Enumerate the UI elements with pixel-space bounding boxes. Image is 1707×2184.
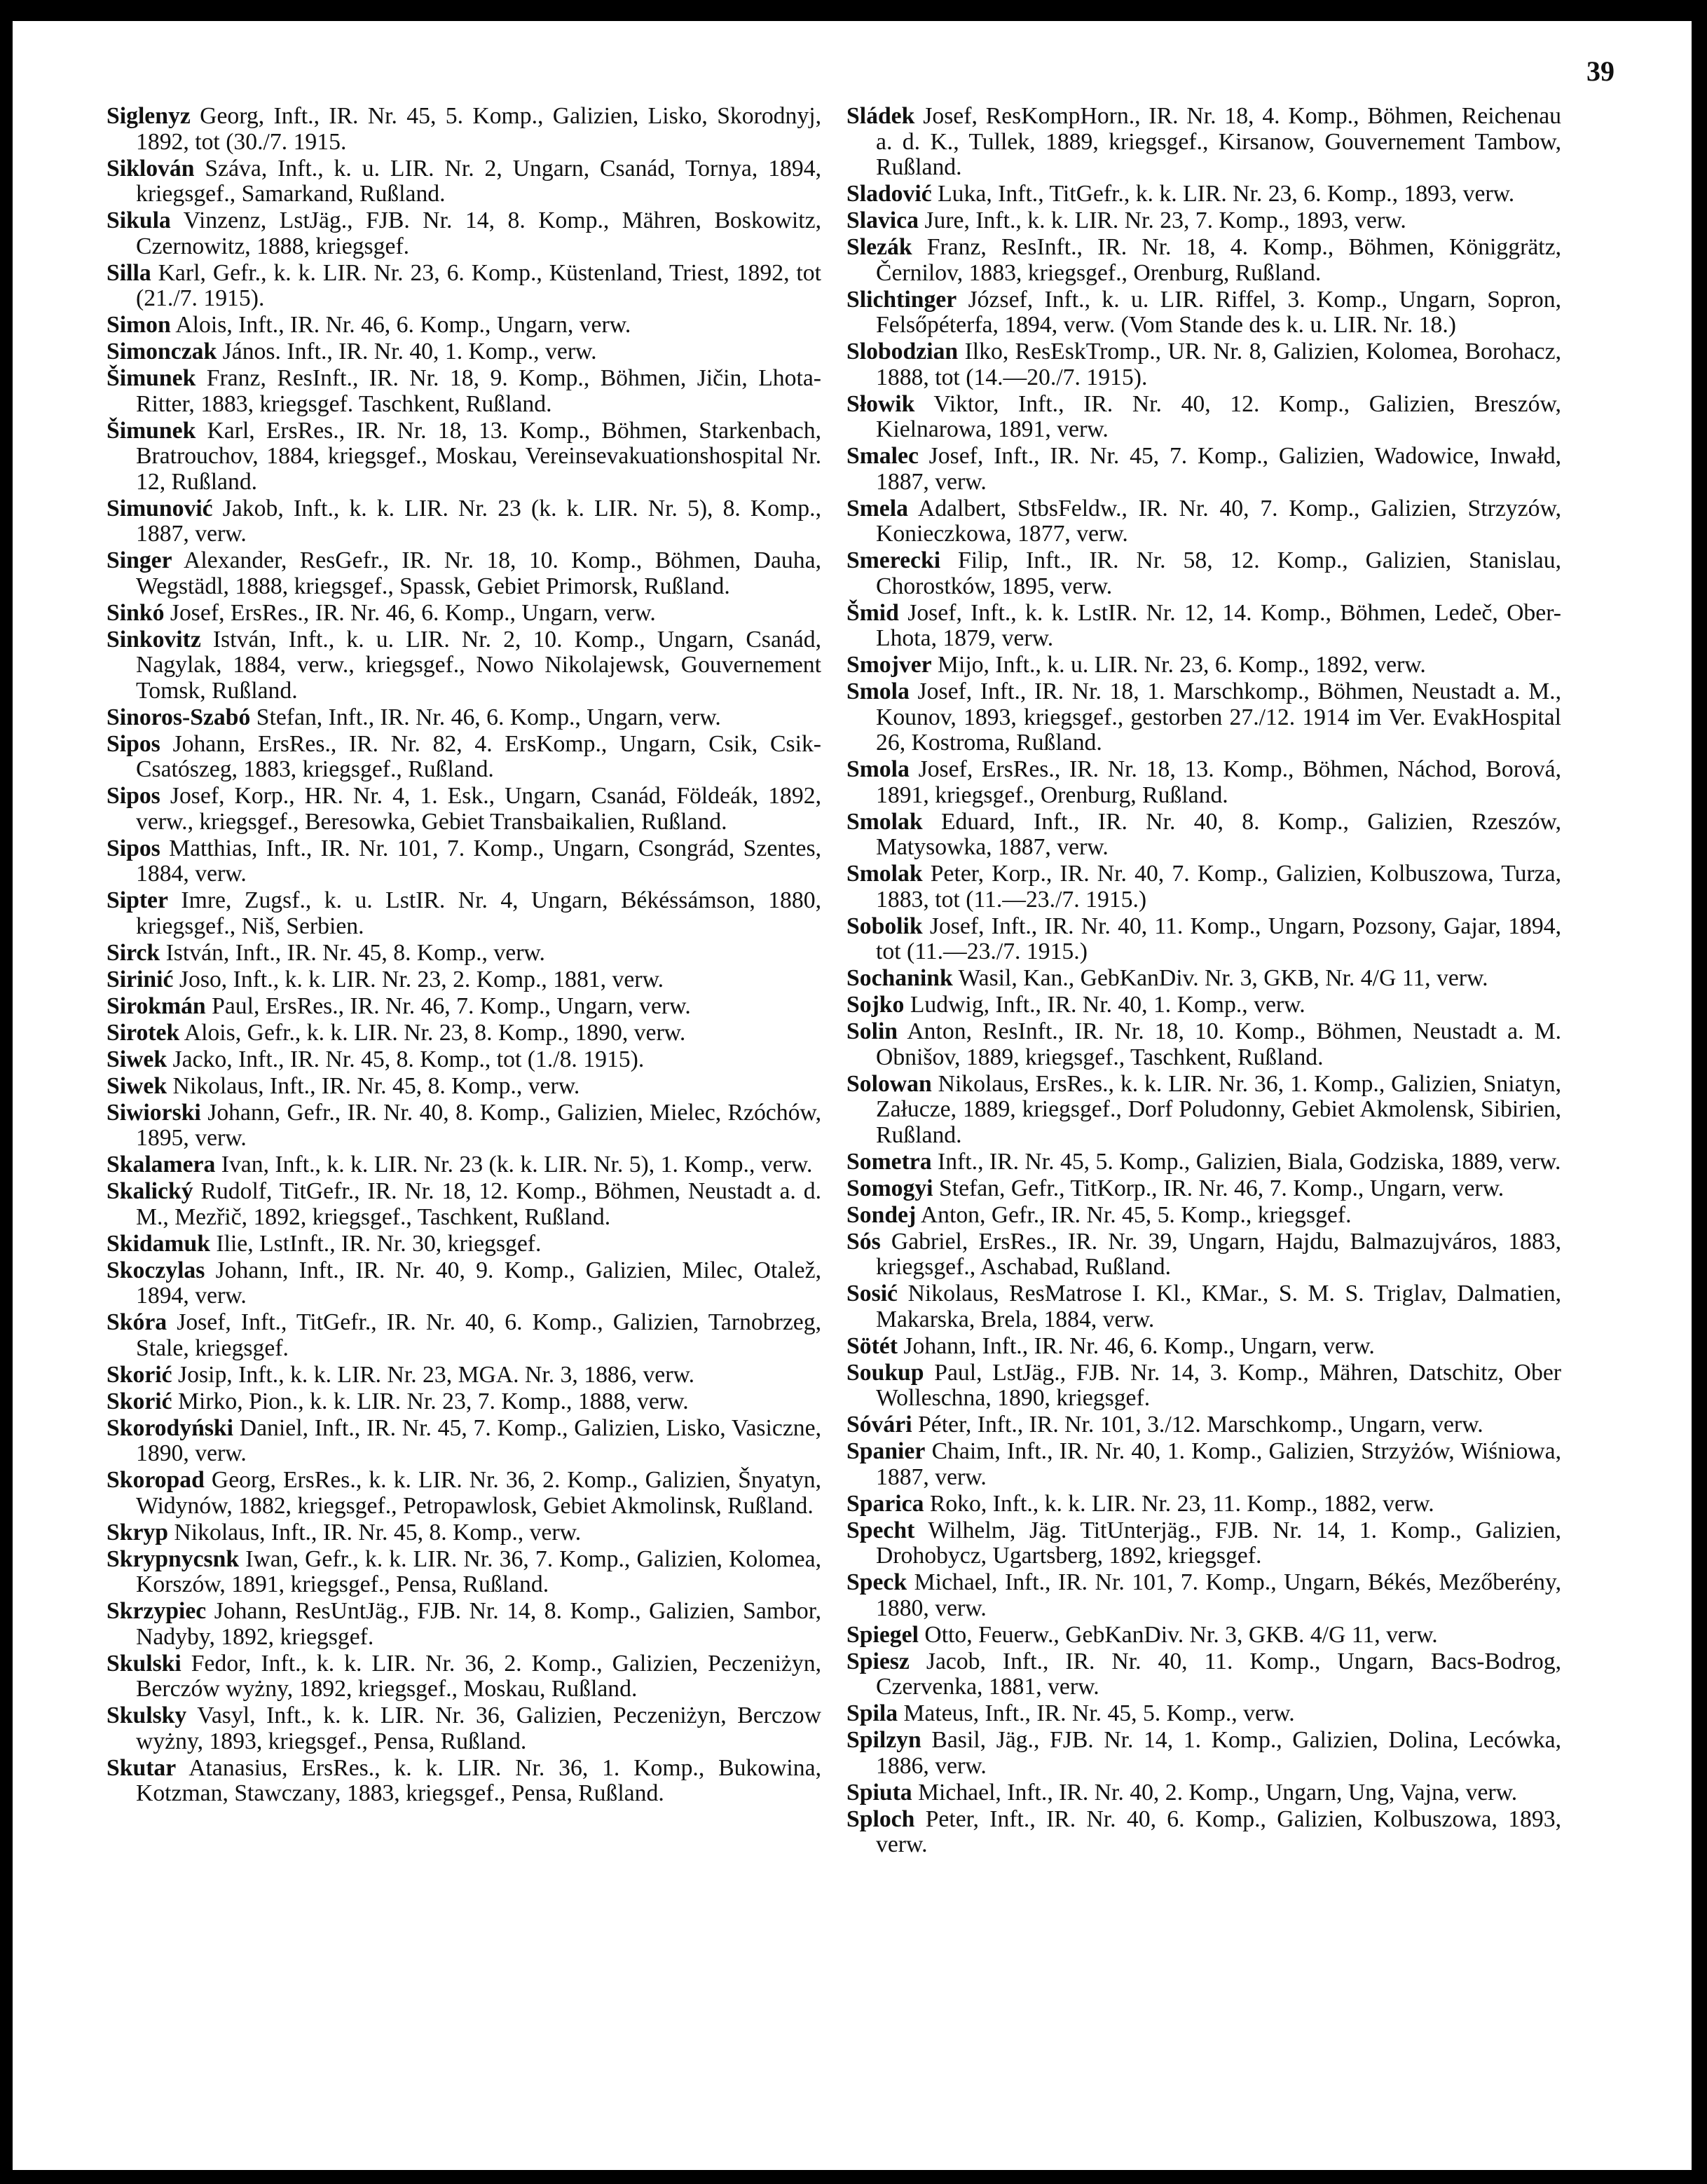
entry-surname: Spila	[846, 1700, 898, 1726]
entry-surname: Sóvári	[846, 1412, 912, 1438]
entry-surname: Siwiorski	[107, 1099, 201, 1126]
entry-details: János. Inft., IR. Nr. 40, 1. Komp., verw.	[222, 339, 597, 364]
list-entry	[846, 548, 1561, 599]
entry-surname: Silla	[107, 259, 151, 286]
list-entry	[107, 1520, 821, 1546]
entry-surname: Spiuta	[846, 1779, 912, 1806]
entry-details: István, Inft., IR. Nr. 45, 8. Komp., verw.	[165, 939, 545, 966]
entry-details: Basil, Jäg., FJB. Nr. 14, 1. Komp., Galizien, Dolina, Lecówka, 1886, verw.	[876, 1727, 1561, 1779]
list-entry	[846, 914, 1561, 965]
list-entry	[846, 1623, 1561, 1649]
list-entry	[107, 208, 821, 259]
entry-surname: Siwek	[107, 1046, 167, 1072]
entry-details: Eduard, Inft., IR. Nr. 40, 8. Komp., Galizien, Rzeszów, Matysowka, 1887, verw.	[876, 808, 1561, 860]
entry-surname: Simon	[107, 312, 171, 338]
entry-details: Ivan, Inft., k. k. LIR. Nr. 23 (k. k. LIR. Nr. 5), 1. Komp., verw.	[221, 1152, 813, 1178]
entry-details: Johann, Inft., IR. Nr. 46, 6. Komp., Ungarn, verw.	[903, 1332, 1375, 1359]
entry-details: Péter, Inft., IR. Nr. 101, 3./12. Marschkomp., Ungarn, verw.	[918, 1412, 1483, 1438]
list-entry	[846, 1176, 1561, 1202]
entry-details: Georg, Inft., IR. Nr. 45, 5. Komp., Galizien, Lisko, Skorodnyj, 1892, tot (30./7. 1915.	[136, 103, 821, 155]
entry-surname: Skulski	[107, 1650, 181, 1677]
entry-details: Filip, Inft., IR. Nr. 58, 12. Komp., Galizien, Stanislau, Chorostków, 1895, verw.	[876, 547, 1562, 599]
entry-surname: Sladović	[846, 181, 932, 207]
list-entry	[107, 1651, 821, 1702]
entry-details: Peter, Inft., IR. Nr. 40, 6. Komp., Galizien, Kolbuszowa, 1893, verw.	[876, 1806, 1561, 1857]
list-entry	[107, 1310, 821, 1361]
list-entry	[846, 1281, 1561, 1332]
list-entry	[107, 339, 821, 365]
entry-surname: Sojko	[846, 992, 905, 1018]
list-entry	[107, 732, 821, 783]
list-entry	[846, 1360, 1561, 1412]
entry-surname: Skutar	[107, 1754, 177, 1781]
list-entry	[107, 1363, 821, 1388]
entry-details: Száva, Inft., k. u. LIR. Nr. 2, Ungarn, Csanád, Tornya, 1894, kriegsgef., Samarkand, Rußland.	[136, 155, 822, 207]
entry-surname: Sipter	[107, 887, 168, 913]
entry-surname: Skorić	[107, 1388, 172, 1414]
list-entry	[846, 1518, 1561, 1569]
list-entry	[846, 861, 1561, 913]
entry-details: Josef, Inft., IR. Nr. 18, 1. Marschkomp., Böhmen, Neustadt a. M., Kounov, 1893, kriegsgef., gestorben 27./12. 1914 im Ver. EvakHospital 26, Kostroma, Rußland.	[876, 678, 1562, 756]
entry-surname: Sinkó	[107, 599, 165, 626]
entry-details: Stefan, Inft., IR. Nr. 46, 6. Komp., Ungarn, verw.	[256, 704, 721, 730]
entry-surname: Skulsky	[107, 1702, 187, 1728]
list-entry	[846, 392, 1561, 443]
entry-surname: Sikula	[107, 207, 171, 233]
list-entry	[107, 156, 821, 207]
entry-surname: Sosić	[846, 1281, 898, 1306]
entry-details: Josef, Inft., IR. Nr. 45, 7. Komp., Galizien, Wadowice, Inwałd, 1887, verw.	[876, 443, 1561, 495]
list-entry	[107, 888, 821, 939]
entry-surname: Smola	[846, 756, 910, 782]
list-entry	[846, 235, 1561, 286]
entry-surname: Smolak	[846, 861, 923, 887]
entry-surname: Smola	[846, 678, 910, 704]
list-entry	[107, 1416, 821, 1467]
list-entry	[107, 941, 821, 967]
list-entry	[107, 548, 821, 599]
entry-surname: Siglenyz	[107, 103, 191, 129]
list-entry	[107, 496, 821, 547]
left-column	[107, 104, 821, 1808]
entry-details: Fedor, Inft., k. k. LIR. Nr. 36, 2. Komp., Galizien, Peczeniżyn, Berczów wyżny, 1892, kriegsgef., Moskau, Rußland.	[136, 1650, 821, 1702]
entry-surname: Smela	[846, 495, 908, 521]
list-entry	[846, 1203, 1561, 1229]
entry-details: Franz, ResInft., IR. Nr. 18, 4. Komp., Böhmen, Königgrätz, Černilov, 1883, kriegsgef., Orenburg, Rußland.	[876, 234, 1562, 286]
list-entry	[846, 1492, 1561, 1517]
entry-surname: Skalamera	[107, 1152, 216, 1178]
entry-details: Stefan, Gefr., TitKorp., IR. Nr. 46, 7. Komp., Ungarn, verw.	[938, 1175, 1504, 1201]
entry-surname: Skoczylas	[107, 1257, 205, 1283]
entry-details: Karl, Gefr., k. k. LIR. Nr. 23, 6. Komp., Küstenland, Triest, 1892, tot (21./7. 1915).	[136, 259, 821, 311]
entry-details: József, Inft., k. u. LIR. Riffel, 3. Komp., Ungarn, Sopron, Felsőpéterfa, 1894, verw. (Vom Stande des k. u. LIR. Nr. 18.)	[876, 286, 1561, 338]
entry-details: Daniel, Inft., IR. Nr. 45, 7. Komp., Galizien, Lisko, Vasiczne, 1890, verw.	[136, 1414, 822, 1466]
entry-surname: Solowan	[846, 1070, 932, 1097]
entry-details: Luka, Inft., TitGefr., k. k. LIR. Nr. 23, 6. Komp., 1893, verw.	[938, 181, 1515, 207]
entry-details: Johann, ErsRes., IR. Nr. 82, 4. ErsKomp., Ungarn, Csik, Csik-Csatószeg, 1883, kriegsgef., Rußland.	[136, 730, 822, 782]
list-entry	[846, 1780, 1561, 1806]
entry-surname: Spiesz	[846, 1648, 910, 1674]
entry-surname: Somogyi	[846, 1175, 933, 1201]
entry-surname: Singer	[107, 547, 172, 573]
list-entry	[846, 1149, 1561, 1175]
list-entry	[846, 287, 1561, 339]
list-entry	[846, 1807, 1561, 1858]
entry-surname: Skrzypiec	[107, 1598, 207, 1624]
entry-surname: Spilzyn	[846, 1727, 921, 1753]
entry-details: Rudolf, TitGefr., IR. Nr. 18, 12. Komp., Böhmen, Neustadt a. d. M., Mezřič, 1892, kriegsgef., Taschkent, Rußland.	[136, 1178, 822, 1230]
entry-details: Joso, Inft., k. k. LIR. Nr. 23, 2. Komp., 1881, verw.	[179, 966, 664, 992]
list-entry	[107, 1152, 821, 1178]
list-entry	[107, 994, 821, 1020]
entry-surname: Sometra	[846, 1148, 932, 1175]
entry-surname: Spiegel	[846, 1621, 919, 1648]
entry-surname: Šimunek	[107, 365, 196, 391]
list-entry	[846, 182, 1561, 207]
entry-details: Ludwig, Inft., IR. Nr. 40, 1. Komp., verw.	[910, 992, 1305, 1018]
entry-surname: Spanier	[846, 1438, 926, 1464]
list-entry	[846, 104, 1561, 181]
list-entry	[846, 339, 1561, 390]
entry-surname: Skorodyński	[107, 1414, 234, 1441]
list-entry	[107, 366, 821, 417]
entry-surname: Sochanink	[846, 965, 953, 991]
list-entry	[107, 705, 821, 731]
entry-details: Mirko, Pion., k. k. LIR. Nr. 23, 7. Komp., 1888, verw.	[178, 1388, 689, 1414]
entry-surname: Skoropad	[107, 1467, 205, 1493]
entry-details: Josef, ResKompHorn., IR. Nr. 18, 4. Komp., Böhmen, Reichenau a. d. K., Tullek, 1889, kriegsgef., Kirsanow, Gouvernement Tambow, Rußland.	[876, 103, 1561, 180]
list-entry	[846, 757, 1561, 808]
list-entry	[107, 1547, 821, 1598]
entry-details: Adalbert, StbsFeldw., IR. Nr. 40, 7. Komp., Galizien, Strzyzów, Konieczkowa, 1877, verw.	[876, 495, 1562, 547]
entry-surname: Sirck	[107, 939, 160, 966]
entry-details: Josef, Inft., TitGefr., IR. Nr. 40, 6. Komp., Galizien, Tarnobrzeg, Stale, kriegsgef.	[136, 1309, 822, 1361]
entry-details: Mateus, Inft., IR. Nr. 45, 5. Komp., verw.	[903, 1700, 1295, 1726]
entry-details: Vinzenz, LstJäg., FJB. Nr. 14, 8. Komp., Mähren, Boskowitz, Czernowitz, 1888, kriegsgef.	[136, 207, 821, 259]
list-entry	[107, 1599, 821, 1650]
entry-details: Inft., IR. Nr. 45, 5. Komp., Galizien, Biala, Godziska, 1889, verw.	[938, 1148, 1561, 1175]
entry-surname: Siklován	[107, 155, 195, 182]
list-entry	[107, 1389, 821, 1415]
entry-surname: Sipos	[107, 730, 160, 757]
list-entry	[846, 810, 1561, 861]
list-entry	[846, 1072, 1561, 1149]
entry-surname: Smalec	[846, 443, 919, 469]
entry-details: Alexander, ResGefr., IR. Nr. 18, 10. Komp., Böhmen, Dauha, Wegstädl, 1888, kriegsgef., Spassk, Gebiet Primorsk, Rußland.	[136, 547, 821, 599]
list-entry	[107, 627, 821, 704]
entry-surname: Skidamuk	[107, 1230, 210, 1257]
list-entry	[107, 261, 821, 312]
entry-details: Johann, ResUntJäg., FJB. Nr. 14, 8. Komp., Galizien, Sambor, Nadyby, 1892, kriegsgef.	[136, 1598, 822, 1650]
list-entry	[846, 966, 1561, 992]
list-entry	[107, 104, 821, 155]
entry-details: Josef, Inft., k. k. LstIR. Nr. 12, 14. Komp., Böhmen, Ledeč, Ober-Lhota, 1879, verw.	[876, 599, 1561, 651]
entry-details: Imre, Zugsf., k. u. LstIR. Nr. 4, Ungarn, Békéssámson, 1880, kriegsgef., Niš, Serbien.	[136, 887, 822, 939]
list-entry	[846, 1019, 1561, 1070]
list-entry	[846, 1412, 1561, 1438]
entry-details: Otto, Feuerw., GebKanDiv. Nr. 3, GKB. 4/G 11, verw.	[924, 1621, 1438, 1648]
entry-surname: Sirinić	[107, 966, 174, 992]
list-entry	[846, 653, 1561, 678]
list-entry	[107, 1021, 821, 1046]
entry-details: Karl, ErsRes., IR. Nr. 18, 13. Komp., Böhmen, Starkenbach, Bratrouchov, 1884, kriegsgef., Moskau, Vereinsevakuationshospital Nr. 12, Rußland.	[136, 417, 821, 495]
list-entry	[107, 1047, 821, 1073]
entry-surname: Sploch	[846, 1806, 915, 1832]
entry-surname: Sós	[846, 1228, 881, 1255]
entry-details: Wasil, Kan., GebKanDiv. Nr. 3, GKB, Nr. 4/G 11, verw.	[958, 965, 1488, 991]
list-entry	[846, 1570, 1561, 1621]
entry-details: Jacob, Inft., IR. Nr. 40, 11. Komp., Ungarn, Bacs-Bodrog, Czervenka, 1881, verw.	[876, 1648, 1562, 1700]
list-entry	[107, 1703, 821, 1754]
entry-surname: Smerecki	[846, 547, 941, 573]
entry-details: Mijo, Inft., k. u. LIR. Nr. 23, 6. Komp., 1892, verw.	[938, 652, 1426, 678]
list-entry	[846, 1229, 1561, 1281]
list-entry	[846, 679, 1561, 756]
entry-details: István, Inft., k. u. LIR. Nr. 2, 10. Komp., Ungarn, Csanád, Nagylak, 1884, verw., kriegsgef., Nowo Nikolajewsk, Gouvernement Tomsk, Rußland.	[136, 626, 821, 704]
list-entry	[846, 496, 1561, 547]
entry-details: Gabriel, ErsRes., IR. Nr. 39, Ungarn, Hajdu, Balmazujváros, 1883, kriegsgef., Aschabad, Rußland.	[876, 1228, 1561, 1280]
entry-surname: Sipos	[107, 835, 160, 861]
entry-details: Vasyl, Inft., k. k. LIR. Nr. 36, Galizien, Peczeniżyn, Berczow wyżny, 1893, kriegsgef., Pensa, Rußland.	[136, 1702, 821, 1754]
entry-details: Michael, Inft., IR. Nr. 40, 2. Komp., Ungarn, Ung, Vajna, verw.	[918, 1779, 1518, 1806]
list-entry	[846, 1728, 1561, 1779]
right-column	[846, 104, 1561, 1859]
list-entry	[107, 1231, 821, 1257]
list-entry	[107, 418, 821, 496]
entry-details: Roko, Inft., k. k. LIR. Nr. 23, 11. Komp., 1882, verw.	[929, 1490, 1434, 1517]
entry-details: Matthias, Inft., IR. Nr. 101, 7. Komp., Ungarn, Csongrád, Szentes, 1884, verw.	[136, 835, 821, 887]
page-number: 39	[1586, 55, 1615, 87]
list-entry	[846, 1649, 1561, 1700]
list-entry	[107, 1258, 821, 1309]
entry-surname: Simonczak	[107, 339, 217, 364]
entry-details: Anton, ResInft., IR. Nr. 18, 10. Komp., Böhmen, Neustadt a. M. Obnišov, 1889, kriegsgef., Taschkent, Rußland.	[876, 1018, 1562, 1070]
entry-details: Paul, LstJäg., FJB. Nr. 14, 3. Komp., Mähren, Datschitz, Ober Wolleschna, 1890, kriegsgef.	[876, 1359, 1562, 1411]
list-entry	[846, 1701, 1561, 1727]
entry-surname: Speck	[846, 1569, 907, 1595]
entry-surname: Sládek	[846, 103, 915, 129]
list-entry	[107, 1468, 821, 1519]
entry-details: Iwan, Gefr., k. k. LIR. Nr. 36, 7. Komp., Galizien, Kolomea, Korszów, 1891, kriegsgef., Pensa, Rußland.	[136, 1545, 821, 1597]
entry-details: Johann, Inft., IR. Nr. 40, 9. Komp., Galizien, Milec, Otalež, 1894, verw.	[136, 1257, 822, 1309]
entry-surname: Sinkovitz	[107, 626, 201, 653]
entry-surname: Sparica	[846, 1490, 924, 1517]
entry-details: Josef, Inft., IR. Nr. 40, 11. Komp., Ungarn, Pozsony, Gajar, 1894, tot (11.—23./7. 1915.)	[876, 913, 1561, 964]
entry-details: Georg, ErsRes., k. k. LIR. Nr. 36, 2. Komp., Galizien, Šnyatyn, Widynów, 1882, kriegsgef., Petropawlosk, Gebiet Akmolinsk, Rußland.	[136, 1467, 822, 1519]
entry-details: Paul, ErsRes., IR. Nr. 46, 7. Komp., Ungarn, verw.	[212, 992, 691, 1019]
entry-details: Wilhelm, Jäg. TitUnterjäg., FJB. Nr. 14, 1. Komp., Galizien, Drohobycz, Ugartsberg, 1892, kriegsgef.	[876, 1517, 1561, 1569]
entry-surname: Slichtinger	[846, 286, 957, 313]
entry-details: Josip, Inft., k. k. LIR. Nr. 23, MGA. Nr. 3, 1886, verw.	[178, 1361, 695, 1388]
entry-details: Josef, ErsRes., IR. Nr. 46, 6. Komp., Ungarn, verw.	[170, 599, 656, 626]
list-entry	[107, 601, 821, 627]
list-entry	[107, 1756, 821, 1807]
entry-details: Nikolaus, Inft., IR. Nr. 45, 8. Komp., verw.	[172, 1072, 580, 1099]
entry-details: Josef, ErsRes., IR. Nr. 18, 13. Komp., Böhmen, Náchod, Borová, 1891, kriegsgef., Orenburg, Rußland.	[876, 756, 1561, 808]
document-page	[13, 21, 1692, 2170]
entry-details: Johann, Gefr., IR. Nr. 40, 8. Komp., Galizien, Mielec, Rzóchów, 1895, verw.	[136, 1099, 821, 1151]
entry-surname: Skorić	[107, 1361, 172, 1388]
entry-surname: Slezák	[846, 234, 912, 260]
entry-surname: Sondej	[846, 1201, 917, 1228]
entry-details: Anton, Gefr., IR. Nr. 45, 5. Komp., kriegsgef.	[920, 1201, 1352, 1228]
entry-details: Viktor, Inft., IR. Nr. 40, 12. Komp., Galizien, Breszów, Kielnarowa, 1891, verw.	[876, 390, 1561, 442]
entry-details: Franz, ResInft., IR. Nr. 18, 9. Komp., Böhmen, Jičin, Lhota-Ritter, 1883, kriegsgef. Taschkent, Rußland.	[136, 365, 822, 417]
entry-details: Nikolaus, ResMatrose I. Kl., KMar., S. M. S. Triglav, Dalmatien, Makarska, Brela, 1884, verw.	[876, 1281, 1562, 1332]
entry-surname: Soukup	[846, 1359, 924, 1386]
entry-surname: Sobolik	[846, 913, 923, 939]
list-entry	[107, 967, 821, 993]
entry-surname: Skrypnycsnk	[107, 1545, 240, 1572]
entry-details: Atanasius, ErsRes., k. k. LIR. Nr. 36, 1. Komp., Bukowina, Kotzman, Stawczany, 1883, kriegsgef., Pensa, Rußland.	[136, 1754, 822, 1806]
entry-surname: Šimunek	[107, 417, 196, 444]
entry-details: Ilko, ResEskTromp., UR. Nr. 8, Galizien, Kolomea, Borohacz, 1888, tot (14.—20./7. 1915).	[876, 339, 1561, 390]
entry-surname: Sinoros-Szabó	[107, 704, 251, 730]
list-entry	[107, 1179, 821, 1230]
entry-surname: Sötét	[846, 1332, 898, 1359]
list-entry	[846, 208, 1561, 234]
entry-details: Chaim, Inft., IR. Nr. 40, 1. Komp., Galizien, Strzyżów, Wiśniowa, 1887, verw.	[876, 1438, 1561, 1490]
entry-surname: Slavica	[846, 207, 919, 233]
entry-details: Alois, Gefr., k. k. LIR. Nr. 23, 8. Komp., 1890, verw.	[184, 1019, 686, 1046]
list-entry	[846, 1439, 1561, 1490]
entry-details: Jakob, Inft., k. k. LIR. Nr. 23 (k. k. LIR. Nr. 5), 8. Komp., 1887, verw.	[136, 495, 821, 547]
entry-surname: Solin	[846, 1018, 898, 1044]
list-entry	[846, 601, 1561, 652]
entry-details: Peter, Korp., IR. Nr. 40, 7. Komp., Galizien, Kolbuszowa, Turza, 1883, tot (11.—23./7. 1915.)	[876, 861, 1561, 913]
list-entry	[846, 1334, 1561, 1360]
list-entry	[107, 836, 821, 887]
entry-details: Alois, Inft., IR. Nr. 46, 6. Komp., Ungarn, verw.	[175, 312, 631, 338]
entry-details: Ilie, LstInft., IR. Nr. 30, kriegsgef.	[216, 1230, 542, 1257]
list-entry	[107, 313, 821, 339]
list-entry	[107, 1100, 821, 1152]
entry-details: Jacko, Inft., IR. Nr. 45, 8. Komp., tot (1./8. 1915).	[172, 1046, 645, 1072]
entry-details: Nikolaus, ErsRes., k. k. LIR. Nr. 36, 1. Komp., Galizien, Sniatyn, Załucze, 1889, kriegsgef., Dorf Poludonny, Gebiet Akmolensk, Sibirien, Rußland.	[876, 1070, 1561, 1148]
list-entry	[107, 1074, 821, 1100]
entry-surname: Słowik	[846, 390, 915, 417]
entry-details: Jure, Inft., k. k. LIR. Nr. 23, 7. Komp., 1893, verw.	[924, 207, 1406, 233]
entry-details: Michael, Inft., IR. Nr. 101, 7. Komp., Ungarn, Békés, Mezőberény, 1880, verw.	[876, 1569, 1561, 1621]
entry-surname: Sipos	[107, 783, 160, 809]
entry-surname: Simunović	[107, 495, 213, 521]
list-entry	[107, 784, 821, 835]
entry-surname: Smolak	[846, 808, 923, 835]
entry-details: Josef, Korp., HR. Nr. 4, 1. Esk., Ungarn, Csanád, Földeák, 1892, verw., kriegsgef., Beresowka, Gebiet Transbaikalien, Rußland.	[136, 783, 822, 835]
entry-surname: Skryp	[107, 1519, 169, 1545]
entry-surname: Skalický	[107, 1178, 193, 1204]
list-entry	[846, 444, 1561, 495]
entry-surname: Skóra	[107, 1309, 167, 1335]
entry-surname: Smojver	[846, 652, 932, 678]
entry-surname: Slobodzian	[846, 339, 959, 364]
list-entry	[846, 992, 1561, 1018]
entry-details: Nikolaus, Inft., IR. Nr. 45, 8. Komp., verw.	[174, 1519, 582, 1545]
entry-surname: Siwek	[107, 1072, 167, 1099]
entry-surname: Sirotek	[107, 1019, 180, 1046]
entry-surname: Šmid	[846, 599, 899, 626]
entry-surname: Sirokmán	[107, 992, 206, 1019]
entry-surname: Specht	[846, 1517, 915, 1543]
